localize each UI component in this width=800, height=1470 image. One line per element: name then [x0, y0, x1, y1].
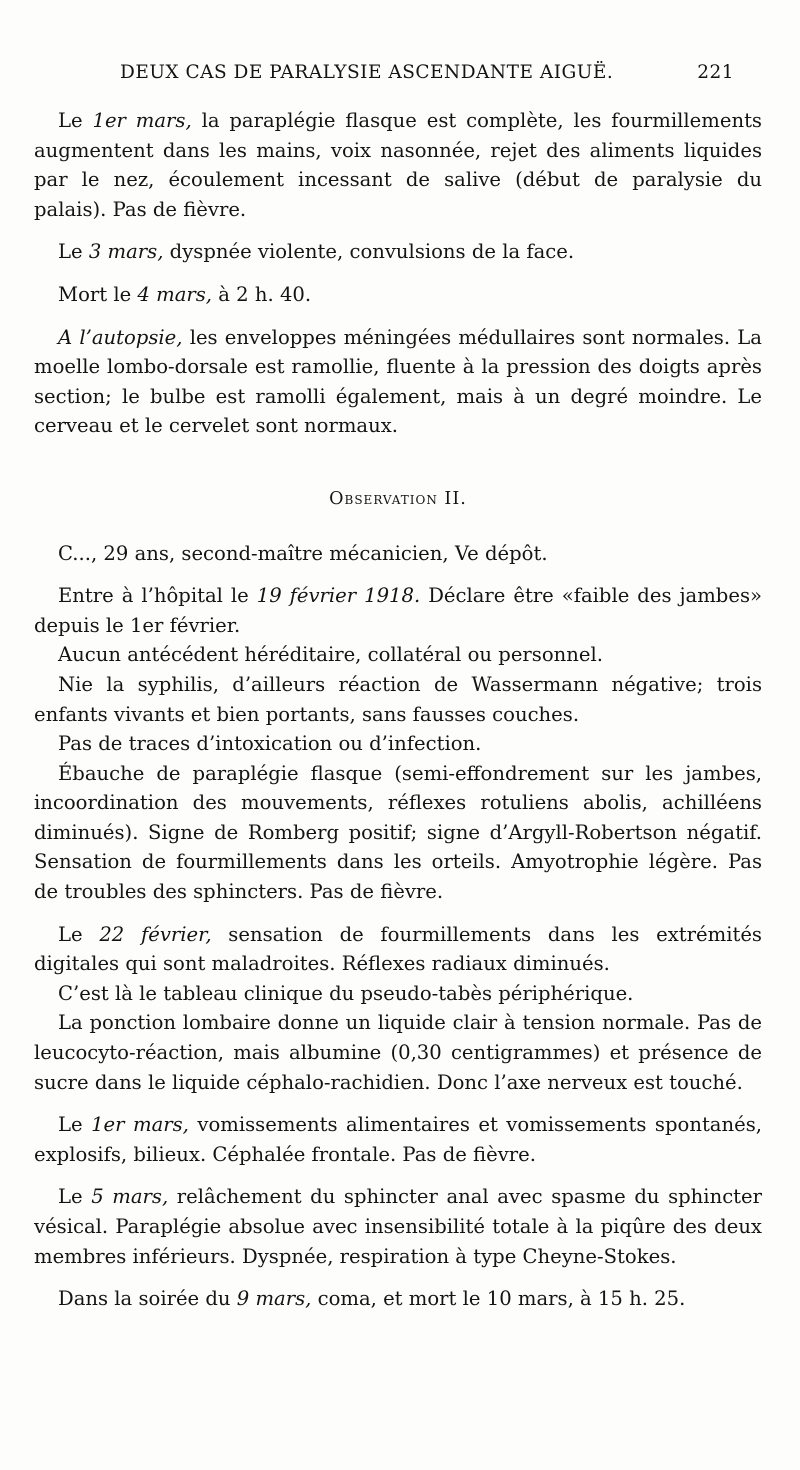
paragraph: Le 3 mars, dyspnée violente, convulsions de la face.	[58, 240, 575, 264]
paragraph: Aucun antécédent héréditaire, collatéral ou personnel.	[58, 643, 603, 667]
running-title: DEUX CAS DE PARALYSIE ASCENDANTE AIGUË.	[120, 62, 614, 83]
paragraph: Entre à l’hôpital le 19 février 1918. Déclare être «faible des jambes» depuis le 1er février.	[34, 584, 762, 637]
paragraph: La ponction lombaire donne un liquide clair à tension normale. Pas de leucocyto-réaction, mais albumine (0,30 centigrammes) et présence de sucre dans le liquide céphalo-rachidien. Donc l’axe nerveux est touché.	[34, 1011, 762, 1094]
paragraph: Pas de traces d’intoxication ou d’infection.	[58, 732, 482, 756]
paragraph: Mort le 4 mars, à 2 h. 40.	[58, 282, 312, 306]
page-number: 221	[697, 62, 734, 83]
paragraph: Le 5 mars, relâchement du sphincter anal avec spasme du sphincter vésical. Paraplégie absolue avec insensibilité totale à la piqûre des deux membres inférieurs. Dyspnée, respiration à type Cheyne-Stokes.	[34, 1185, 762, 1268]
paragraph: Nie la syphilis, d’ailleurs réaction de Wassermann négative; trois enfants vivants et bien portants, sans fausses couches.	[34, 672, 762, 726]
page-header	[120, 62, 734, 83]
paragraph: Dans la soirée du 9 mars, coma, et mort le 10 mars, à 15 h. 25.	[58, 1287, 686, 1311]
paragraph: Ébauche de paraplégie flasque (semi-effondrement sur les jambes, incoordination des mouvements, réflexes rotuliens abolis, achilléens diminués). Signe de Romberg positif; signe d’Argyll-Robertson négatif. Sensation de fourmillements dans les orteils. Amyotrophie légère. Pas de troubles des sphincters. Pas de fièvre.	[34, 761, 762, 904]
paragraph: Le 1er mars, vomissements alimentaires et vomissements spontanés, explosifs, bilieux. Céphalée frontale. Pas de fièvre.	[34, 1113, 762, 1166]
page-body	[34, 106, 762, 1314]
paragraph: C..., 29 ans, second-maître mécanicien, Ve dépôt.	[58, 541, 548, 565]
paragraph: C’est là le tableau clinique du pseudo-tabès périphérique.	[58, 981, 634, 1005]
section-title: Observation II.	[329, 488, 467, 509]
paragraph: Le 22 février, sensation de fourmillements dans les extrémités digitales qui sont maladroites. Réflexes radiaux diminués.	[34, 922, 762, 976]
paragraph: Le 1er mars, la paraplégie flasque est complète, les fourmillements augmentent dans les mains, voix nasonnée, rejet des aliments liquides par le nez, écoulement incessant de salive (début de paralysie du palais). Pas de fièvre.	[34, 109, 762, 221]
paragraph: A l’autopsie, les enveloppes méningées médullaires sont normales. La moelle lombo-dorsale est ramollie, fluente à la pression des doigts après section; le bulbe est ramolli également, mais à un degré moindre. Le cerveau et le cervelet sont normaux.	[34, 325, 762, 438]
